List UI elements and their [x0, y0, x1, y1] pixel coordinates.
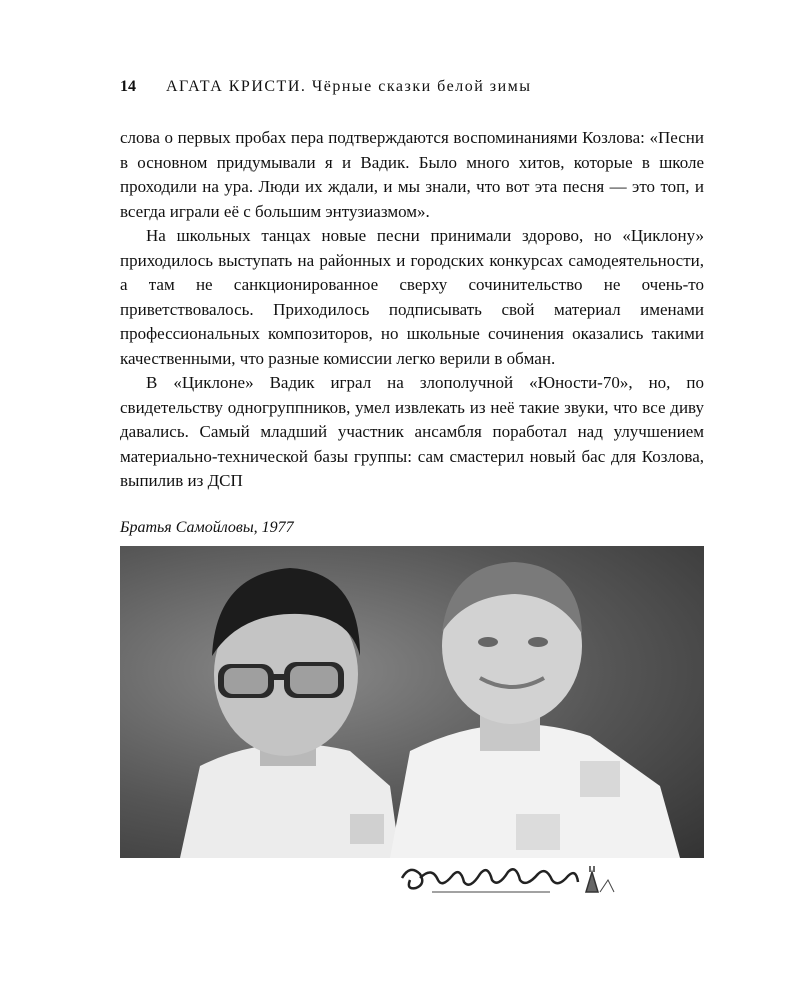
running-title: АГАТА КРИСТИ. Чёрные сказки белой зимы [166, 78, 532, 95]
running-header [120, 77, 700, 97]
body-text [120, 126, 704, 494]
right-boy-figure [390, 562, 680, 858]
left-boy-figure [180, 568, 400, 858]
paragraph: На школьных танцах новые песни принимали здорово, но «Циклону» приходилось выступать на районных и городских конкурсах самодеятельности, а там не санкционированное сверху сочинительство не очень-то приветствовалось. Приходилось подписывать свой материал именами профессиональных композиторов, но школьные сочинения оказались такими качественными, что разные комиссии легко верили в обман. [120, 226, 704, 368]
photo-brothers [120, 546, 704, 858]
paragraph: В «Циклоне» Вадик играл на злополучной «Юности-70», но, по свидетельству одногруппников, умел извлекать из неё такие звуки, что все диву давались. Самый младший участник ансамбля поработал над улучшением материально-технической базы группы: сам смастерил новый бас для Козлова, выпилив из ДСП [120, 373, 704, 490]
paragraph: слова о первых пробах пера подтверждаются воспоминаниями Козлова: «Песни в основном придумывали я и Вадик. Было много хитов, которые в школе проходили на ура. Люди их ждали, и мы знали, что вот эта песня — это топ, и всегда играли её с большим энтузиазмом». [120, 128, 704, 221]
photo-studio-stamp [120, 858, 704, 902]
photo-caption: Братья Самойловы, 1977 [120, 519, 294, 536]
page-number: 14 [120, 78, 136, 95]
